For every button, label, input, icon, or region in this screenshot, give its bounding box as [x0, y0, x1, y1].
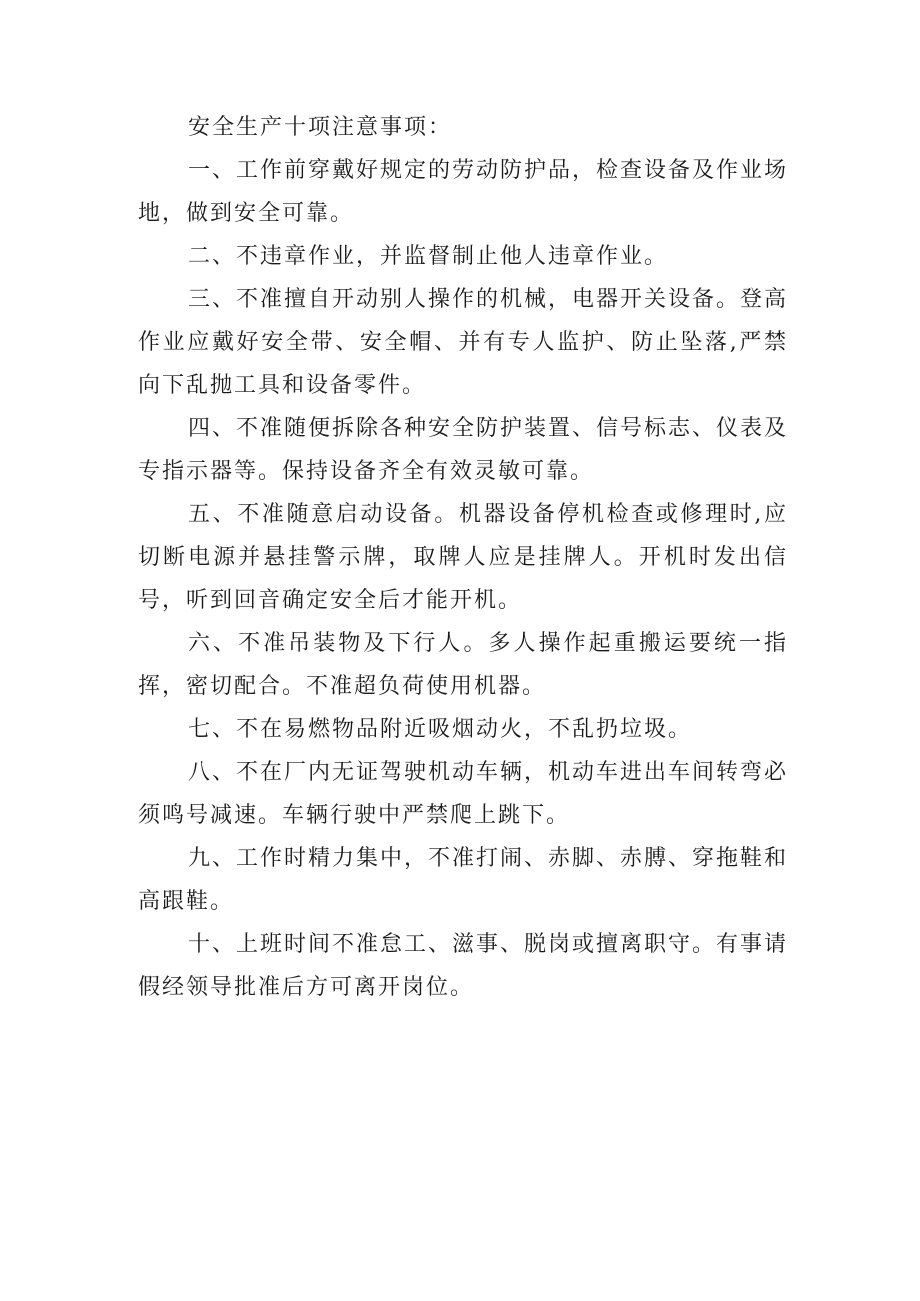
rule-item-10: 十、上班时间不准怠工、滋事、脱岗或擅离职守。有事请假经领导批准后方可离开岗位。: [138, 932, 789, 1000]
document-title: 安全生产十项注意事项：: [188, 115, 453, 140]
rule-item-3: 三、不准擅自开动别人操作的机械，电器开关设备。登高作业应戴好安全带、安全帽、并有专人监护、防止坠落,严禁向下乱抛工具和设备零件。: [138, 287, 789, 398]
rule-item-4: 四、不准随便拆除各种安全防护装置、信号标志、仪表及专指示器等。保持设备齐全有效灵敏可靠。: [138, 416, 789, 484]
rule-item-9: 九、工作时精力集中，不准打闹、赤脚、赤膊、穿拖鞋和高跟鞋。: [138, 846, 789, 914]
rule-item-5: 五、不准随意启动设备。机器设备停机检查或修理时,应切断电源并悬挂警示牌，取牌人应是挂牌人。开机时发出信号，听到回音确定安全后才能开机。: [138, 502, 788, 613]
rule-item-8: 八、不在厂内无证驾驶机动车辆，机动车进出车间转弯必须鸣号减速。车辆行驶中严禁爬上跳下。: [138, 760, 789, 828]
rule-item-7: 七、不在易燃物品附近吸烟动火，不乱扔垃圾。: [188, 717, 693, 742]
rule-item-2: 二、不违章作业，并监督制止他人违章作业。: [188, 244, 669, 269]
rule-item-6: 六、不准吊装物及下行人。多人操作起重搬运要统一指挥，密切配合。不准超负荷使用机器。: [138, 631, 788, 699]
document-page: [138, 106, 788, 1009]
rule-item-1: 一、工作前穿戴好规定的劳动防护品，检查设备及作业场地，做到安全可靠。: [138, 158, 789, 226]
